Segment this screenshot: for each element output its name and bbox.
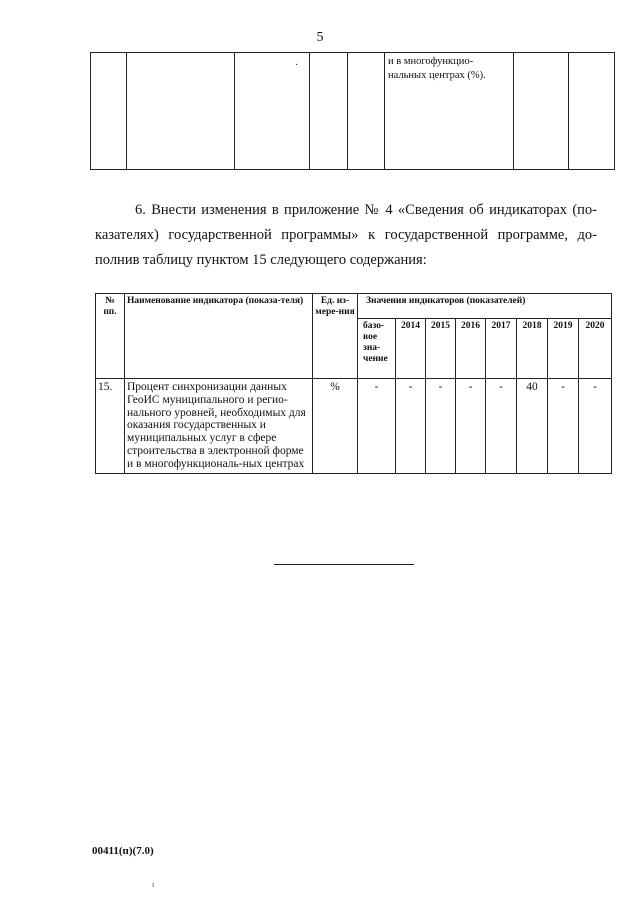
header-year: 2020 [579,319,612,379]
row-value: - [548,379,579,474]
amendment-paragraph [95,198,597,273]
paragraph-line: казателях) государственной программы» к государственной программе, до- [95,227,597,243]
row-unit: % [313,379,358,474]
header-year: 2014 [396,319,426,379]
header-year: 2016 [456,319,486,379]
header-year: 2019 [548,319,579,379]
header-year: 2018 [517,319,548,379]
header-base-value: базо-вое зна-чение [358,319,396,379]
page-number: 5 [316,30,324,45]
table-border [90,52,615,53]
indicator-table [95,293,612,474]
header-num: № пп. [96,294,125,379]
header-year: 2017 [486,319,517,379]
row-num: 15. [96,379,125,474]
table-border [234,52,235,170]
table-border [90,169,615,170]
paragraph-line: полнив таблицу пунктом 15 следующего содержания: [95,252,427,268]
previous-table-fragment [90,52,615,170]
row-base-value: - [358,379,396,474]
header-unit: Ед. из-мере-ния [313,294,358,379]
table-border [347,52,348,170]
header-name: Наименование индикатора (показа-теля) [125,294,313,379]
row-value: - [579,379,612,474]
table-border [614,52,615,170]
row-value: - [426,379,456,474]
table-border [90,52,91,170]
dot-mark: · [295,60,299,71]
table-border [568,52,569,170]
fragment-text: и в многофункцио- нальных центрах (%). [388,56,486,81]
table-border [384,52,385,170]
header-values-group: Значения индикаторов (показателей) [358,294,612,319]
document-code: 00411(п)(7.0) [92,845,154,857]
row-name: Процент синхронизации данных ГеоИС муниципального и регио-нального уровней, необходимых для оказания государственных и муниципальных услуг в сфере строительства в электронной форме и в многофункциональ-ных центрах [125,379,313,474]
table-border [126,52,127,170]
paragraph-line: 6. Внести изменения в приложение № 4 «Сведения об индикаторах (по- [135,202,597,218]
row-value: - [456,379,486,474]
row-value: - [396,379,426,474]
table-row [96,379,612,474]
row-value: 40 [517,379,548,474]
scan-mark: ı [152,880,155,889]
row-value: - [486,379,517,474]
table-border [513,52,514,170]
header-year: 2015 [426,319,456,379]
table-border [309,52,310,170]
end-rule [274,564,414,565]
